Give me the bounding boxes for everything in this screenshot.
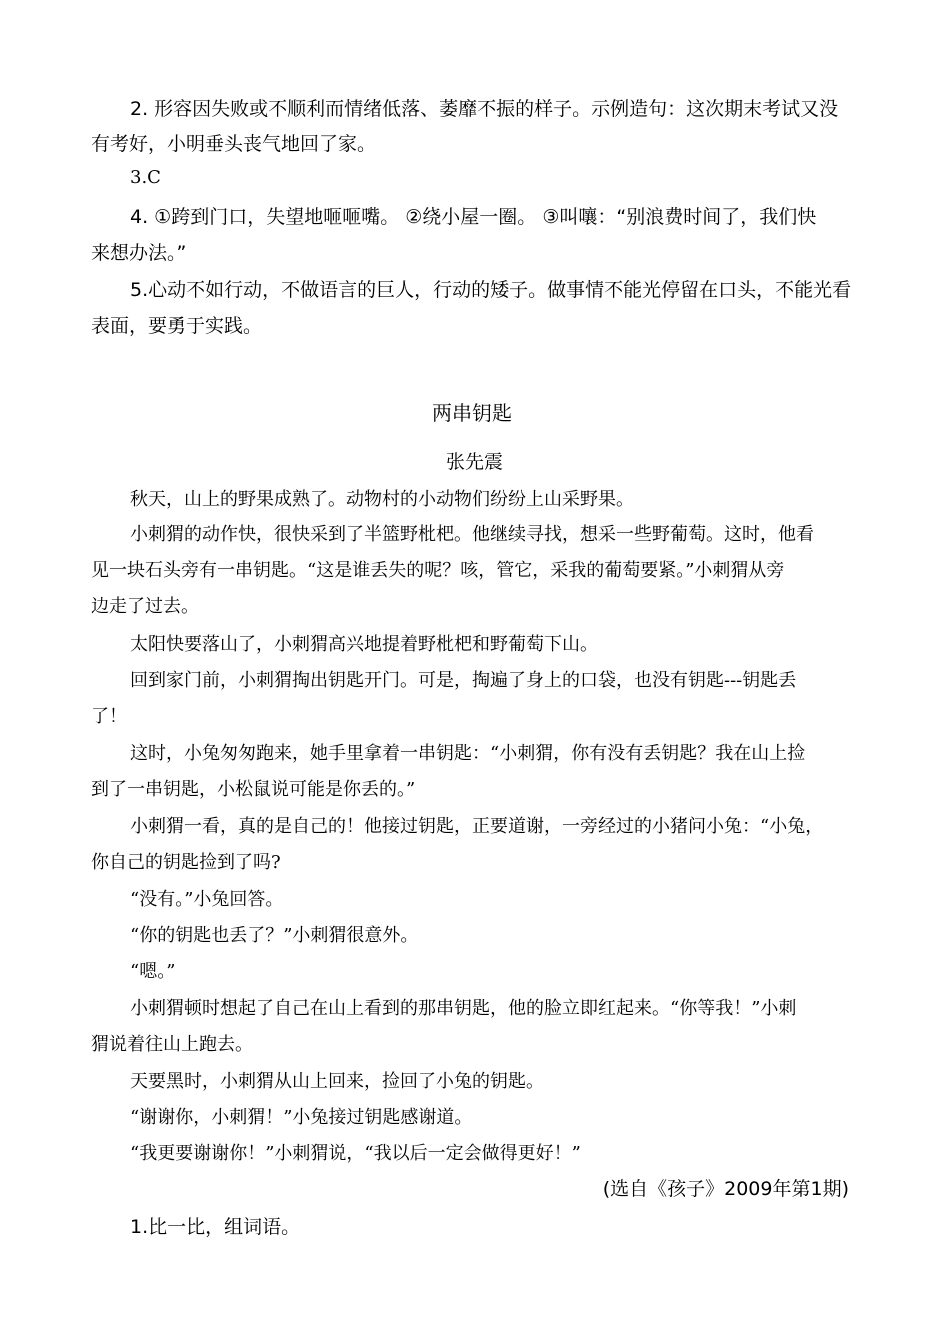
story-paragraph-line: 秋天，山上的野果成熟了。动物村的小动物们纷纷上山采野果。 [130,489,634,510]
answer-3: 3.C [130,167,161,188]
story-paragraph-line: 天要黑时，小刺猬从山上回来，捡回了小兔的钥匙。 [130,1071,544,1092]
story-paragraph-line: 了！ [91,706,127,727]
story-paragraph-line: 小刺猬一看，真的是自己的！他接过钥匙，正要道谢，一旁经过的小猪问小兔：“小兔， [130,816,824,837]
answer-5-line-1: 5.心动不如行动，不做语言的巨人，行动的矮子。做事情不能光停留在口头，不能光看 [130,279,852,301]
story-paragraph-line: “没有。”小兔回答。 [130,889,284,910]
story-source: (选自《孩子》2009年第1期) [602,1178,849,1200]
answer-4-line-1: 4. ①跨到门口，失望地咂咂嘴。 ②绕小屋一圈。 ③叫嚷：“别浪费时间了，我们快 [130,206,817,228]
story-paragraph-line: 边走了过去。 [91,596,199,617]
question-1: 1.比一比，组词语。 [130,1216,301,1238]
story-paragraph-line: “嗯。” [130,961,176,982]
story-paragraph-line: 到了一串钥匙，小松鼠说可能是你丢的。” [91,779,416,800]
answer-5-line-2: 表面，要勇于实践。 [91,315,263,337]
story-paragraph-line: 小刺猬顿时想起了自己在山上看到的那串钥匙，他的脸立即红起来。“你等我！”小刺 [130,998,797,1019]
story-paragraph-line: “谢谢你，小刺猬！”小兔接过钥匙感谢道。 [130,1107,473,1128]
story-paragraph-line: 太阳快要落山了，小刺猬高兴地提着野枇杷和野葡萄下山。 [130,634,598,655]
story-paragraph-line: 回到家门前，小刺猬掏出钥匙开门。可是，掏遍了身上的口袋，也没有钥匙---钥匙丢 [130,670,797,691]
story-paragraph-line: 这时，小兔匆匆跑来，她手里拿着一串钥匙：“小刺猬，你有没有丢钥匙？我在山上捡 [130,743,806,764]
answer-2-line-1: 2. 形容因失败或不顺利而情绪低落、萎靡不振的样子。示例造句：这次期末考试又没 [130,98,839,120]
story-paragraph-line: 见一块石头旁有一串钥匙。“这是谁丢失的呢？咳，管它，采我的葡萄要紧。”小刺猬从旁 [91,560,785,581]
story-title: 两串钥匙 [432,401,512,425]
story-paragraph-line: 猬说着往山上跑去。 [91,1034,253,1055]
story-paragraph-line: 小刺猬的动作快，很快采到了半篮野枇杷。他继续寻找，想采一些野葡萄。这时，他看 [130,524,814,545]
story-paragraph-line: 你自己的钥匙捡到了吗? [91,852,281,873]
story-paragraph-line: “你的钥匙也丢了？”小刺猬很意外。 [130,925,419,946]
story-paragraph-line: “我更要谢谢你！”小刺猬说，“我以后一定会做得更好！” [130,1143,581,1164]
answer-4-line-2: 来想办法。” [91,242,187,264]
answer-2-line-2: 有考好，小明垂头丧气地回了家。 [91,133,377,155]
story-author: 张先震 [446,451,504,473]
